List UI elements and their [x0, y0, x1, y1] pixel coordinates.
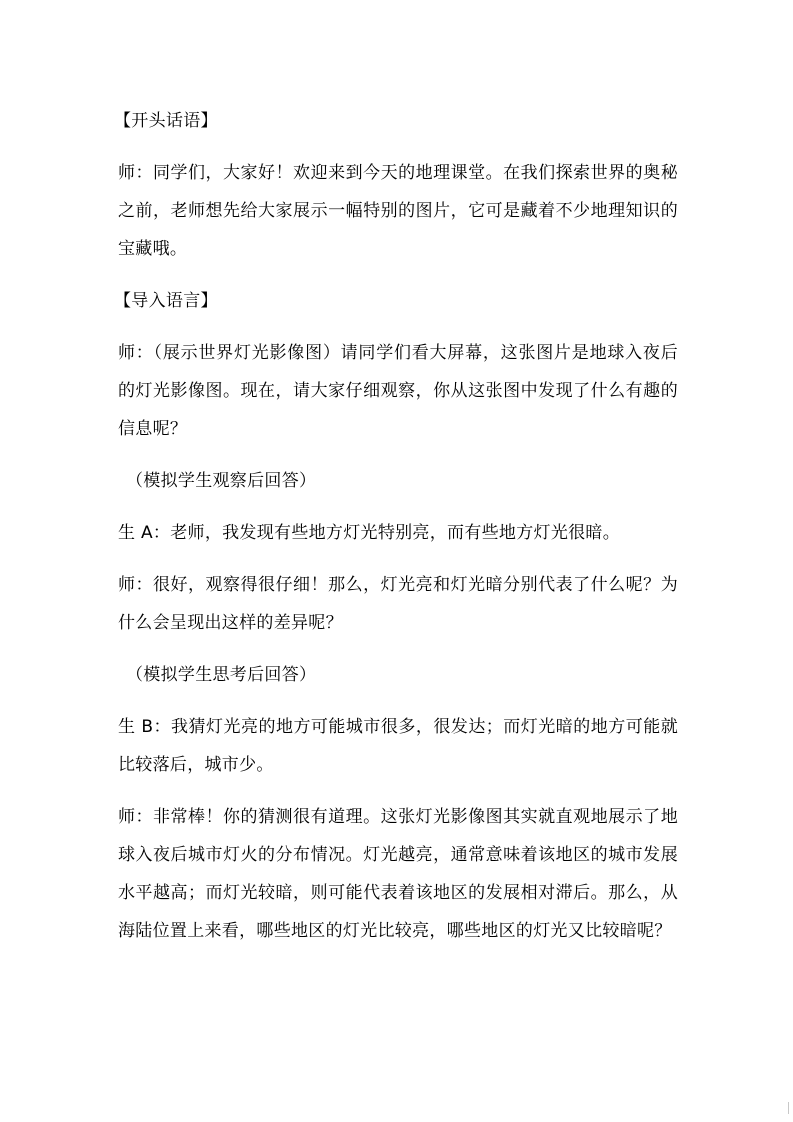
teacher-greeting-paragraph: 师：同学们，大家好！欢迎来到今天的地理课堂。在我们探索世界的奥秘之前，老师想先给大家展示一幅特别的图片，它可是藏着不少地理知识的宝藏哦。 [118, 163, 678, 259]
section-heading-introduction: 【导入语言】 [114, 291, 218, 311]
section-heading-opening: 【开头话语】 [114, 111, 218, 131]
student-a-answer-paragraph: 生 A：老师，我发现有些地方灯光特别亮，而有些地方灯光很暗。 [118, 523, 621, 543]
stage-direction-observe: （模拟学生观察后回答） [126, 471, 317, 491]
page-corner-mark [788, 1102, 791, 1114]
teacher-explanation-paragraph: 师：非常棒！你的猜测很有道理。这张灯光影像图其实就直观地展示了地球入夜后城市灯火的分布情况。灯光越亮，通常意味着该地区的城市发展水平越高；而灯光较暗，则可能代表着该地区的发展相对滞后。那么，从海陆位置上来看，哪些地区的灯光比较亮，哪些地区的灯光又比较暗呢？ [118, 807, 678, 941]
document-body [114, 102, 678, 964]
stage-direction-think: （模拟学生思考后回答） [126, 665, 317, 685]
teacher-intro-paragraph: 师：（展示世界灯光影像图）请同学们看大屏幕，这张图片是地球入夜后的灯光影像图。现在，请大家仔细观察，你从这张图中发现了什么有趣的信息呢？ [118, 343, 678, 439]
teacher-followup-paragraph: 师：很好，观察得很仔细！那么，灯光亮和灯光暗分别代表了什么呢？为什么会呈现出这样的差异呢？ [118, 575, 678, 633]
student-b-answer-paragraph: 生 B：我猜灯光亮的地方可能城市很多，很发达；而灯光暗的地方可能就比较落后，城市少。 [118, 717, 678, 775]
